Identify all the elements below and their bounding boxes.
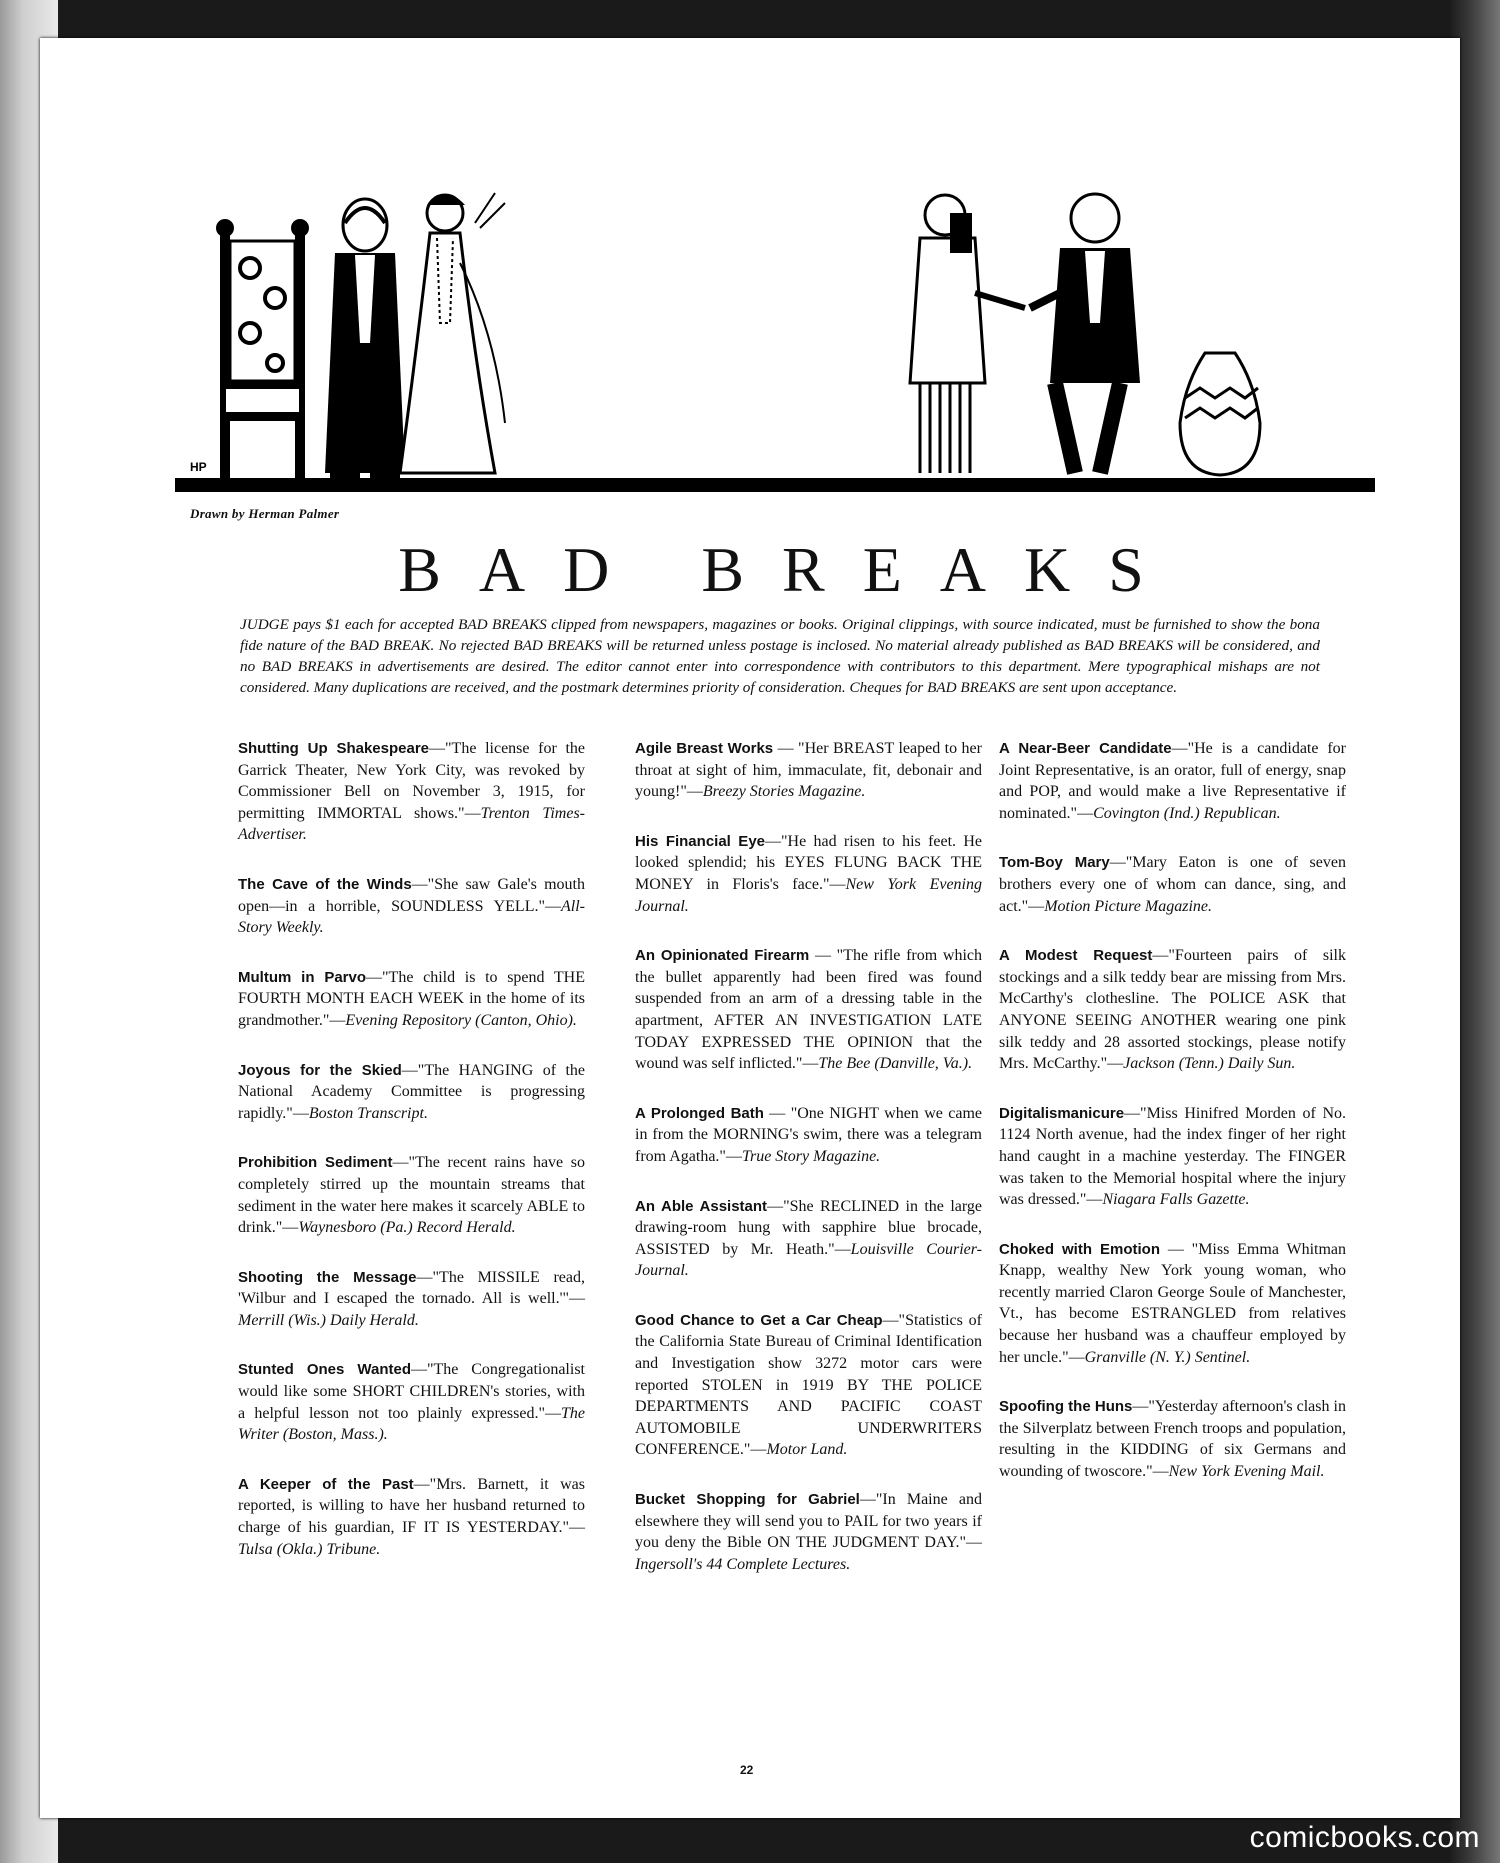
list-item: Spoofing the Huns—"Yesterday afternoon's clash in the Silverplatz between French troops and population, resulting in the KIDDING of six Germans and wounding of twoscore."—New York Evening Mail. [999, 1398, 1346, 1481]
butler-in-apron [910, 195, 1025, 473]
magazine-page [40, 38, 1460, 1818]
list-item: Tom-Boy Mary—"Mary Eaton is one of seven brothers every one of whom can dance, sing, and act."—Motion Picture Magazine. [999, 854, 1346, 915]
list-item: Prohibition Sediment—"The recent rains have so completely stirred up the mountain streams that sediment in the water here makes it scarcely ABLE to drink."—Waynesboro (Pa.) Record Herald. [238, 1154, 585, 1237]
list-item: An Opinionated Firearm — "The rifle from which the bullet apparently had been fired was found suspended from an arm of a dressing table in the apartment, AFTER AN INVESTIGATION LATE TODAY EXPRESSED THE OPINION that the wound was self inflicted."—The Bee (Danville, Va.). [635, 947, 982, 1073]
list-item: Shutting Up Shakespeare—"The license for the Garrick Theater, New York City, was revoked by Commissioner Bell on November 3, 1915, for permitting IMMORTAL shows."—Trenton Times-Advertiser. [238, 740, 585, 844]
watermark: comicbooks.com [1249, 1821, 1480, 1854]
column-3 [999, 738, 1346, 1511]
lady-in-gown [400, 193, 505, 473]
list-item: Digitalismanicure—"Miss Hinifred Morden of No. 1124 North avenue, had the index finger of her right hand caught in a machine yesterday. The FINGER was taken to the Memorial hospital where the injury was dressed."—Niagara Falls Gazette. [999, 1104, 1346, 1209]
column-2 [635, 738, 982, 1603]
man-in-tuxedo-left [325, 199, 405, 479]
man-in-tuxedo-right [1030, 194, 1140, 473]
list-item: An Able Assistant—"She RECLINED in the large drawing-room hung with sapphire blue brocade, ASSISTED by Mr. Heath."—Louisville Courier-Journal. [635, 1197, 982, 1280]
list-item: Choked with Emotion — "Miss Emma Whitman Knapp, wealthy New York young woman, who recently married Claron George Soule of Manchester, Vt., has become ESTRANGLED from relatives because her husband was a chauffeur employed by her uncle."—Granville (N. Y.) Sentinel. [999, 1240, 1347, 1366]
column-1 [238, 738, 585, 1588]
monogram: HP [190, 460, 207, 474]
list-item: His Financial Eye—"He had risen to his feet. He looked splendid; his EYES FLUNG BACK THE MONEY in Floris's face."—New York Evening Journal. [635, 832, 983, 915]
illustration-credit: Drawn by Herman Palmer [190, 506, 340, 521]
page-number: 22 [740, 1763, 754, 1777]
cartoon-illustration [175, 183, 1375, 493]
page-title: BAD BREAKS [398, 534, 1182, 605]
list-item: Shooting the Message—"The MISSILE read, 'Wilbur and I escaped the tornado. All is well.'"—Merrill (Wis.) Daily Herald. [238, 1268, 585, 1329]
intro-paragraph: JUDGE pays $1 each for accepted BAD BREAKS clipped from newspapers, magazines or books. Original clippings, with source indicated, must be furnished to show the bona fide nature of the BAD BREAK. No rejected BAD BREAKS will be returned unless postage is inclosed. No material already published as BAD BREAKS will be considered, and no BAD BREAKS in advertisements are desired. The editor cannot enter into correspondence with contributors to this department. Mere typographical mishaps are not considered. Many duplications are received, and the postmark determines priority of consideration. Cheques for BAD BREAKS are sent upon acceptance. [240, 616, 1320, 696]
list-item: Joyous for the Skied—"The HANGING of the National Academy Committee is progressing rapidly."—Boston Transcript. [238, 1061, 585, 1122]
list-item: A Modest Request—"Fourteen pairs of silk stockings and a silk teddy bear are missing from Mrs. McCarthy's clothesline. The POLICE ASK that ANYONE SEEING ANOTHER wearing one pink silk teddy and 28 assorted stockings, please notify Mrs. McCarthy."—Jackson (Tenn.) Daily Sun. [999, 947, 1346, 1073]
decorative-vase [1180, 353, 1260, 475]
list-item: A Near-Beer Candidate—"He is a candidate for Joint Representative, is an orator, full of energy, snap and POP, and would make a live Representative if nominated."—Covington (Ind.) Republican. [999, 740, 1346, 822]
list-item: A Keeper of the Past—"Mrs. Barnett, it was reported, is willing to have her husband returned to charge of his guardian, IF IT IS YESTERDAY."—Tulsa (Okla.) Tribune. [238, 1475, 585, 1558]
list-item: Agile Breast Works — "Her BREAST leaped to her throat at sight of him, immaculate, fit, debonair and young!"—Breezy Stories Magazine. [635, 740, 982, 801]
list-item: A Prolonged Bath — "One NIGHT when we came in from the MORNING's swim, there was a telegram from Agatha."—True Story Magazine. [635, 1104, 982, 1165]
list-item: Good Chance to Get a Car Cheap—"Statistics of the California State Bureau of Criminal Identification and Investigation show 3272 motor cars were reported STOLEN in 1919 BY THE POLICE DEPARTMENTS AND PACIFIC COAST AUTOMOBILE UNDERWRITERS CONFERENCE."—Motor Land. [635, 1311, 982, 1459]
list-item: Multum in Parvo—"The child is to spend THE FOURTH MONTH EACH WEEK in the home of its grandmother."—Evening Repository (Canton, Ohio). [238, 968, 585, 1029]
list-item: The Cave of the Winds—"She saw Gale's mouth open—in a horrible, SOUNDLESS YELL."—All-Story Weekly. [238, 875, 585, 937]
list-item: Stunted Ones Wanted—"The Congregationalist would like some SHORT CHILDREN's stories, with a helpful lesson not too plainly expressed."—The Writer (Boston, Mass.). [238, 1361, 585, 1444]
chair-drawing [216, 219, 309, 478]
list-item: Bucket Shopping for Gabriel—"In Maine and elsewhere they will send you to PAIL for two years if you deny the Bible ON THE JUDGMENT DAY."—Ingersoll's 44 Complete Lectures. [635, 1491, 982, 1573]
